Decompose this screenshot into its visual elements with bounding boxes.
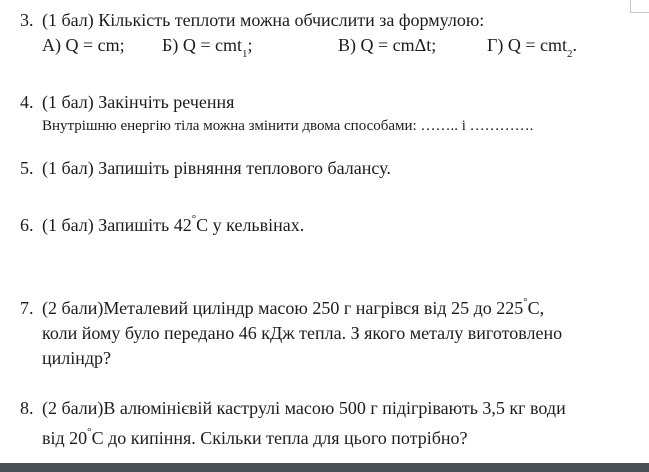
- degree-sign: °: [523, 296, 528, 308]
- question-number: 8.: [20, 398, 34, 418]
- question-number: 5.: [20, 158, 34, 178]
- degree-sign: °: [87, 426, 92, 438]
- question-number: 3.: [20, 10, 34, 30]
- option-b: Б) Q = cmt$_1$;: [162, 35, 253, 60]
- question-line-2: від 20°С до кипіння. Скільки тепла для цього потрібно?: [42, 426, 468, 448]
- question-line-3: циліндр?: [42, 348, 112, 368]
- top-right-mark: [630, 0, 649, 13]
- question-number: 6.: [20, 215, 34, 235]
- question-text: (1 бал) Запишіть рівняння теплового балансу.: [42, 158, 391, 178]
- option-c: В) Q = cmΔt;: [338, 35, 437, 55]
- question-number: 4.: [20, 92, 34, 112]
- question-text: (1 бал) Кількість теплоти можна обчислити за формулою:: [42, 10, 485, 30]
- option-d: Г) Q = cmt$_2$.: [487, 35, 578, 60]
- question-text: (1 бал) Запишіть 42°С у кельвінах.: [42, 213, 305, 235]
- degree-sign: °: [191, 213, 197, 225]
- question-detail: Внутрішню енергію тіла можна змінити двома способами: …….. і ………….: [42, 118, 534, 134]
- question-line-2: коли йому було передано 46 кДж тепла. З якого металу виготовлено: [42, 323, 563, 343]
- bottom-bar: [0, 463, 649, 472]
- question-number: 7.: [20, 298, 34, 318]
- question-text: (1 бал) Закінчіть речення: [42, 92, 235, 112]
- option-a: А) Q = cm;: [42, 35, 125, 55]
- question-line-1: (2 бали)В алюмінієвій каструлі масою 500 г підігрівають 3,5 кг води: [42, 398, 566, 418]
- question-line-1: (2 бали)Металевий циліндр масою 250 г нагрівся від 25 до 225°С,: [42, 296, 545, 318]
